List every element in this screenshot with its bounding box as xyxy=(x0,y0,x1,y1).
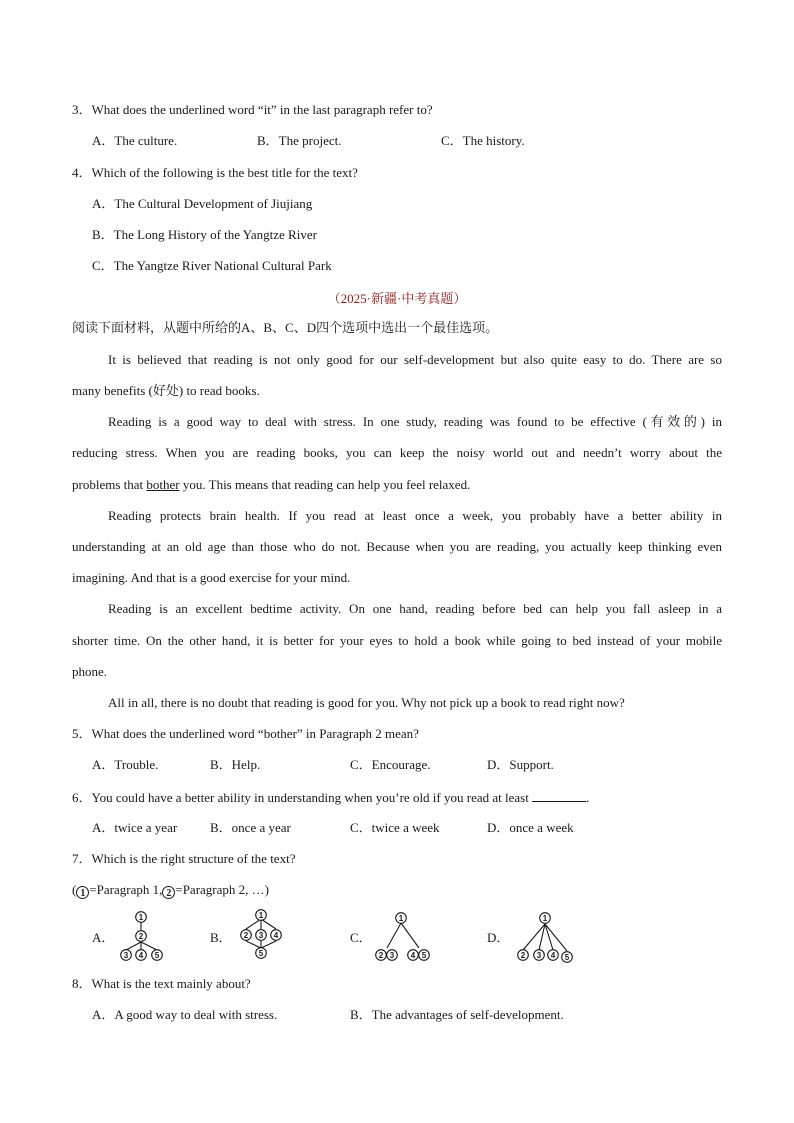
passage-p2-line1: Reading is a good way to deal with stress. In one study, reading was found to be effective (有效的) in xyxy=(108,414,722,429)
question-6-option-d[interactable]: D．once a week xyxy=(487,820,574,835)
question-8-option-b[interactable]: B．The advantages of self-development. xyxy=(350,1007,564,1022)
question-7-option-b-label[interactable]: B． xyxy=(210,930,232,945)
question-5-option-c[interactable]: C．Encourage. xyxy=(350,757,431,772)
diagram-a-node-label: 3 xyxy=(123,951,129,961)
diagram-a-node-label: 2 xyxy=(138,932,144,942)
question-6-stem-text: 6．You could have a better ability in understanding when you’re old if you read at least xyxy=(72,790,529,805)
question-6-stem-end: . xyxy=(586,790,590,805)
diagram-b-node-label: 2 xyxy=(243,931,249,941)
question-4-option-c[interactable]: C．The Yangtze River National Cultural Park xyxy=(92,258,332,273)
diagram-c-node-label: 4 xyxy=(410,951,416,961)
legend-text-1: =Paragraph 1, xyxy=(89,882,163,897)
passage-p4-line2: shorter time. On the other hand, it is better for your eyes to hold a book while going to bed instead of your mobile xyxy=(72,633,722,648)
question-3-stem: 3．What does the underlined word “it” in the last paragraph refer to? xyxy=(72,102,433,117)
diagram-b-node-label: 4 xyxy=(273,931,279,941)
passage-p2-line3-post: you. This means that reading can help you feel relaxed. xyxy=(179,477,471,492)
passage-p2-line3-pre: problems that xyxy=(72,477,147,492)
passage-p3-line1: Reading protects brain health. If you read at least once a week, you probably have a better ability in xyxy=(108,508,722,523)
circled-1-icon: 1 xyxy=(76,886,89,899)
diagram-b-node-label: 3 xyxy=(258,931,264,941)
circled-2-icon: 2 xyxy=(162,886,175,899)
question-5-stem: 5．What does the underlined word “bother” in Paragraph 2 mean? xyxy=(72,726,419,741)
diagram-d-node-label: 5 xyxy=(564,953,570,963)
diagram-d-node-label: 1 xyxy=(542,914,548,924)
question-3-option-a[interactable]: A．The culture. xyxy=(92,133,178,148)
question-8-option-a[interactable]: A．A good way to deal with stress. xyxy=(92,1007,278,1022)
diagram-d-node-label: 4 xyxy=(550,951,556,961)
diagram-d-node-label: 2 xyxy=(520,951,526,961)
question-6-option-a[interactable]: A．twice a year xyxy=(92,820,178,835)
diagram-a-node-label: 1 xyxy=(138,913,144,923)
diagram-c-node-label: 1 xyxy=(398,914,404,924)
diagram-a-node-label: 5 xyxy=(154,951,160,961)
question-8-stem: 8．What is the text mainly about? xyxy=(72,976,251,991)
source-label: （2025·新疆·中考真题） xyxy=(327,291,467,306)
question-3-option-b[interactable]: B．The project. xyxy=(257,133,342,148)
passage-p2-line2: reducing stress. When you are reading books, you can keep the noisy world out and needn’t worry about the xyxy=(72,445,722,460)
question-4-stem: 4．Which of the following is the best title for the text? xyxy=(72,165,358,180)
passage-p1-line2: many benefits (好处) to read books. xyxy=(72,383,260,398)
legend-text-2: =Paragraph 2, …) xyxy=(175,882,269,897)
question-5-option-a[interactable]: A．Trouble. xyxy=(92,757,159,772)
diagram-a-node-label: 4 xyxy=(138,951,144,961)
legend-open: ( xyxy=(72,882,77,897)
underlined-word-bother: bother xyxy=(146,477,180,492)
diagram-c-node-label: 3 xyxy=(389,951,395,961)
passage-p3-line3: imagining. And that is a good exercise for your mind. xyxy=(72,570,351,585)
question-7-option-a-label[interactable]: A． xyxy=(92,930,115,945)
question-5-option-b[interactable]: B．Help. xyxy=(210,757,261,772)
question-7-option-d-label[interactable]: D． xyxy=(487,930,510,945)
passage-p4-line3: phone. xyxy=(72,664,108,679)
passage-p5-line1: All in all, there is no doubt that reading is good for you. Why not pick up a book to read right now? xyxy=(108,695,625,710)
passage-p3-line2: understanding at an old age than those who do not. Because when you are reading, you actually keep thinking even xyxy=(72,539,722,554)
passage-p1-line1: It is believed that reading is not only good for our self-development but also quite easy to do. There are so xyxy=(108,352,722,367)
question-7-option-c-label[interactable]: C． xyxy=(350,930,372,945)
instruction-text: 阅读下面材料，从题中所给的A、B、C、D四个选项中选出一个最佳选项。 xyxy=(72,320,499,335)
question-6-option-b[interactable]: B．once a year xyxy=(210,820,291,835)
question-6-option-c[interactable]: C．twice a week xyxy=(350,820,440,835)
question-4-option-a[interactable]: A．The Cultural Development of Jiujiang xyxy=(92,196,313,211)
passage-p4-line1: Reading is an excellent bedtime activity. On one hand, reading before bed can help you fall asleep in a xyxy=(108,601,722,616)
diagram-b-node-label: 5 xyxy=(258,949,264,959)
diagram-b-node-label: 1 xyxy=(258,911,264,921)
question-3-option-c[interactable]: C．The history. xyxy=(441,133,525,148)
diagram-d-node-label: 3 xyxy=(536,951,542,961)
diagram-c-node-label: 5 xyxy=(421,951,427,961)
diagram-c-node-label: 2 xyxy=(378,951,384,961)
question-4-option-b[interactable]: B．The Long History of the Yangtze River xyxy=(92,227,317,242)
question-5-option-d[interactable]: D．Support. xyxy=(487,757,554,772)
question-7-stem: 7．Which is the right structure of the text? xyxy=(72,851,296,866)
